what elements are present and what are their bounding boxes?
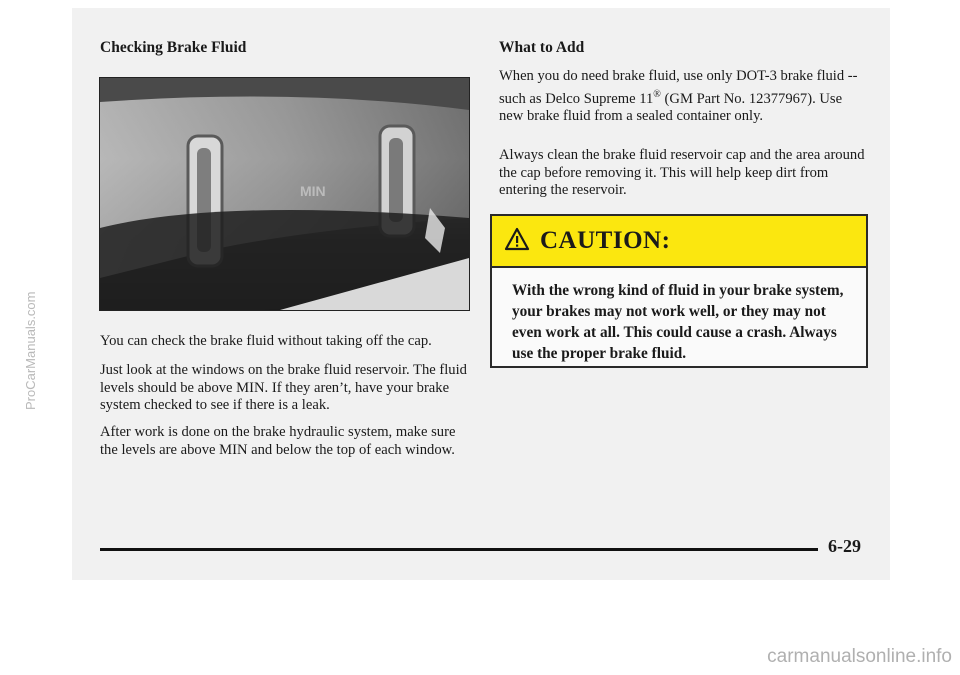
footer-rule [100,548,818,551]
caution-header [492,216,866,268]
paragraph-after-work: After work is done on the brake hydraulic system, make sure the levels are above MIN and below the top of each window. [100,424,456,458]
registered-mark: ® [653,88,661,100]
photo-min-label: MIN [300,183,326,199]
section-heading-checking-brake-fluid: Checking Brake Fluid [100,39,247,56]
paragraph-what-to-add [499,68,869,125]
page-number: 6-29 [828,536,861,556]
caution-title: CAUTION: [540,227,671,254]
side-watermark-text: ProCarManuals.com [23,291,38,410]
warning-triangle-icon [504,227,530,256]
caution-box [490,214,868,368]
what-to-add-text-end: (GM Part No. 12377967). Use new brake fluid from a sealed container only. [499,90,843,124]
paragraph-clean-cap: Always clean the brake fluid reservoir cap and the area around the cap before removing it. This will help keep dirt from entering the reservoir. [499,147,865,198]
section-heading-what-to-add: What to Add [499,39,585,56]
side-watermark [9,215,38,415]
paragraph-look-at-windows: Just look at the windows on the brake fluid reservoir. The fluid levels should be above MIN. If they aren’t, have your brake system checked to see if there is a leak. [100,362,467,413]
what-to-add-text-start: When you do need brake fluid, use only DOT-3 brake fluid -- such as Delco Supreme 11 [499,68,858,107]
caution-text: With the wrong kind of fluid in your brake system, your brakes may not work well, or they may not even work at all. This could cause a crash. Always use the proper brake fluid. [512,282,844,362]
paragraph-check-without-cap: You can check the brake fluid without taking off the cap. [100,333,432,349]
bottom-watermark: carmanualsonline.info [767,646,952,667]
brake-fluid-reservoir-photo [99,77,470,311]
